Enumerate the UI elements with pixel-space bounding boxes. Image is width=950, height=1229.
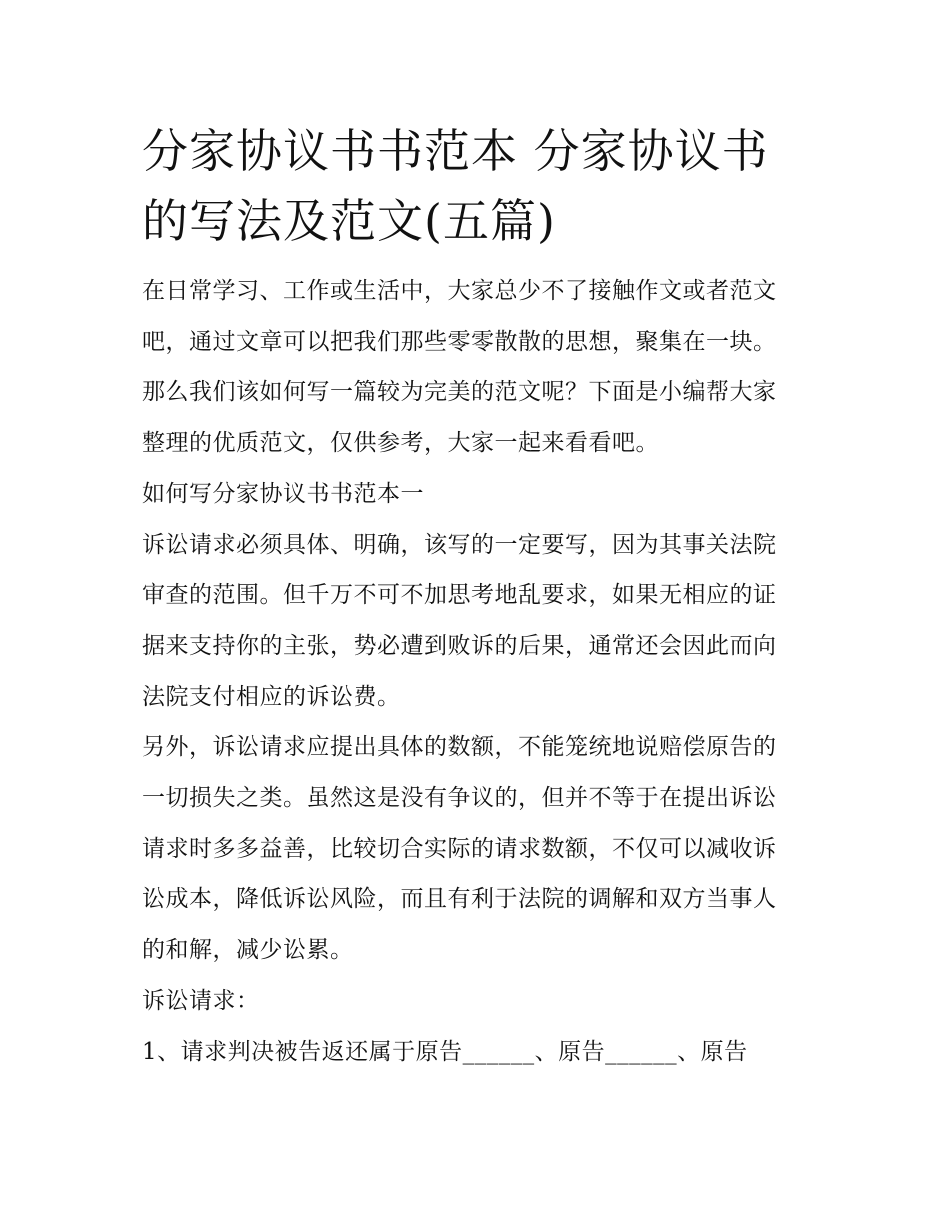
title-line: 分家协议书书范本 分家协议书 — [142, 124, 769, 178]
document-title — [142, 116, 822, 256]
text-line: 整理的优质范文，仅供参考，大家一起来看看吧。 — [142, 430, 659, 457]
text-line: 据来支持你的主张，势必遭到败诉的后果，通常还会因此而向 — [142, 632, 777, 659]
text-line: 诉讼请求必须具体、明确，该写的一定要写，因为其事关法院 — [142, 531, 777, 558]
title-line: 的写法及范文(五篇) — [142, 194, 556, 248]
text-line: 法院支付相应的诉讼费。 — [142, 683, 401, 710]
claim-item-1 — [142, 1027, 812, 1078]
body-paragraph-2 — [142, 722, 812, 976]
claims-label: 诉讼请求： — [142, 987, 260, 1014]
text-line: 的和解，减少讼累。 — [142, 937, 354, 964]
intro-paragraph — [142, 266, 812, 469]
text-line: 吧，通过文章可以把我们那些零零散散的思想，聚集在一块。 — [142, 328, 777, 355]
text-line: 另外，诉讼请求应提出具体的数额，不能笼统地说赔偿原告的 — [142, 734, 777, 761]
document-body — [142, 116, 812, 1077]
text-line: 请求时多多益善，比较切合实际的请求数额，不仅可以减收诉 — [142, 835, 777, 862]
body-paragraph-1 — [142, 520, 812, 723]
text-line: 那么我们该如何写一篇较为完美的范文呢？下面是小编帮大家 — [142, 379, 777, 406]
section-heading: 如何写分家协议书书范本一 — [142, 480, 424, 507]
text-line: 审查的范围。但千万不可不加思考地乱要求，如果无相应的证 — [142, 582, 777, 609]
text-line: 一切损失之类。虽然这是没有争议的，但并不等于在提出诉讼 — [142, 785, 777, 812]
text-line: 1、请求判决被告返还属于原告______、原告______、原告 — [142, 1038, 748, 1065]
text-line: 在日常学习、工作或生活中，大家总少不了接触作文或者范文 — [142, 278, 777, 304]
text-line: 讼成本，降低诉讼风险，而且有利于法院的调解和双方当事人 — [142, 886, 777, 913]
